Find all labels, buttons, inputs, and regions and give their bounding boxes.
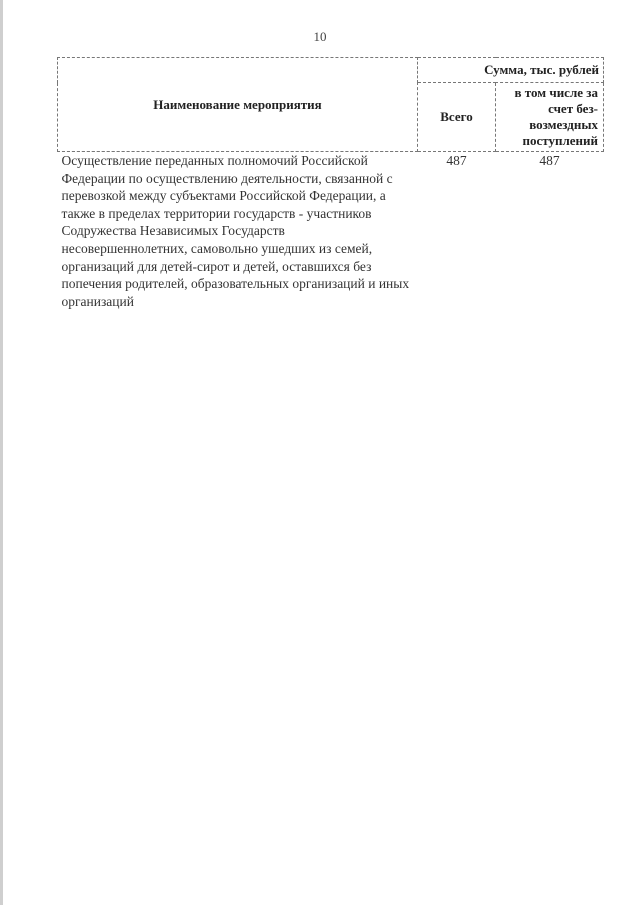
row-name: Осуществление переданных полномочий Российской Федерации по осуществлению деятельности, связанной с перевозкой между субъектами Российской Федерации, а также в пределах территории государств - участников Содружества Независимых Государств несовершеннолетних, самовольно ушедших из семей, организаций для детей-сирот и детей, оставшихся без попечения родителей, образовательных организаций и иных организаций [61, 153, 410, 309]
page-left-edge [0, 0, 3, 905]
header-sum: Сумма, тыс. рублей [418, 58, 604, 83]
header-name: Наименование мероприятия [58, 58, 418, 152]
page-number: 10 [313, 29, 327, 44]
header-total: Всего [418, 83, 496, 152]
row-total: 487 [446, 153, 467, 168]
budget-table [57, 57, 604, 310]
table-row [58, 152, 604, 311]
row-including: 487 [539, 153, 560, 168]
header-including: в том числе за счет без-возмездных поступлений [496, 83, 604, 152]
